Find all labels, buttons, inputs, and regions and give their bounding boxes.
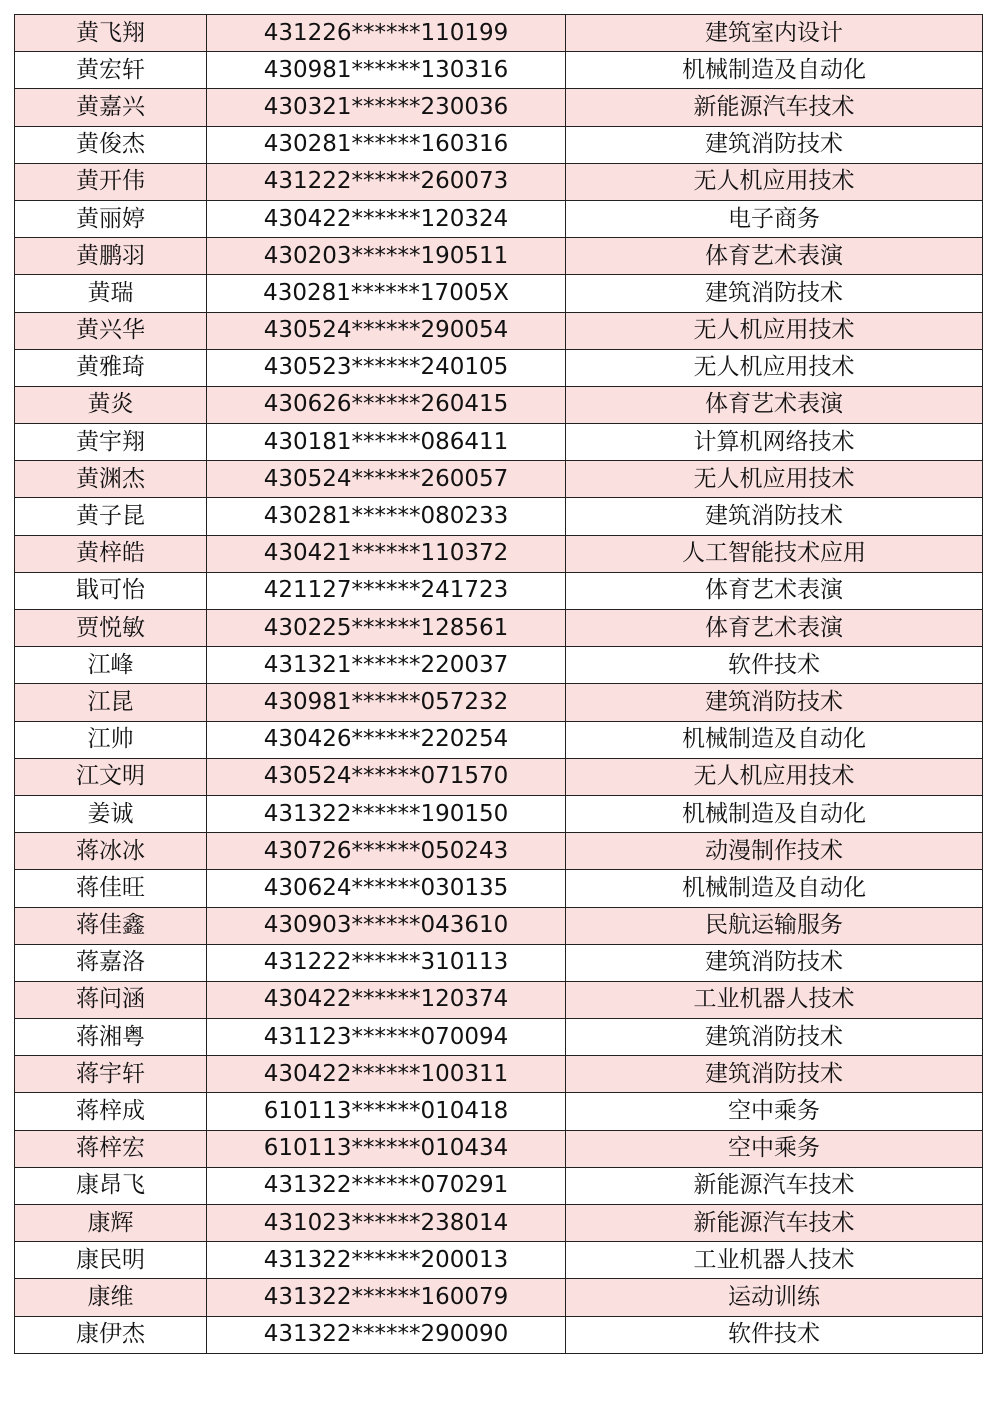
id-number-cell: 421127******241723: [207, 572, 566, 609]
student-name-cell: 黄飞翔: [15, 15, 207, 52]
major-cell: 无人机应用技术: [566, 349, 983, 386]
major-cell: 体育艺术表演: [566, 572, 983, 609]
major-cell: 无人机应用技术: [566, 758, 983, 795]
major-cell: 空中乘务: [566, 1093, 983, 1130]
id-number-cell: 431222******310113: [207, 944, 566, 981]
student-name-cell: 康伊杰: [15, 1316, 207, 1353]
id-number-cell: 431222******260073: [207, 163, 566, 200]
table-row: [15, 795, 983, 832]
table-row: [15, 1056, 983, 1093]
table-row: [15, 1167, 983, 1204]
id-number-cell: 430321******230036: [207, 89, 566, 126]
student-name-cell: 黄瑞: [15, 275, 207, 312]
id-number-cell: 430422******120374: [207, 981, 566, 1018]
major-cell: 体育艺术表演: [566, 610, 983, 647]
table-row: [15, 1205, 983, 1242]
major-cell: 体育艺术表演: [566, 386, 983, 423]
id-number-cell: 430421******110372: [207, 535, 566, 572]
major-cell: 建筑消防技术: [566, 275, 983, 312]
student-name-cell: 黄丽婷: [15, 200, 207, 237]
id-number-cell: 610113******010418: [207, 1093, 566, 1130]
id-number-cell: 430422******100311: [207, 1056, 566, 1093]
table-row: [15, 758, 983, 795]
major-cell: 软件技术: [566, 647, 983, 684]
table-row: [15, 349, 983, 386]
major-cell: 建筑消防技术: [566, 498, 983, 535]
major-cell: 无人机应用技术: [566, 312, 983, 349]
table-row: [15, 833, 983, 870]
id-number-cell: 430281******080233: [207, 498, 566, 535]
table-row: [15, 15, 983, 52]
student-name-cell: 黄开伟: [15, 163, 207, 200]
id-number-cell: 430524******290054: [207, 312, 566, 349]
major-cell: 动漫制作技术: [566, 833, 983, 870]
id-number-cell: 430524******071570: [207, 758, 566, 795]
table-row: [15, 1242, 983, 1279]
id-number-cell: 430624******030135: [207, 870, 566, 907]
student-roster-table: [14, 14, 983, 1354]
student-name-cell: 黄梓皓: [15, 535, 207, 572]
student-name-cell: 康维: [15, 1279, 207, 1316]
table-row: [15, 907, 983, 944]
id-number-cell: 430626******260415: [207, 386, 566, 423]
student-name-cell: 黄鹏羽: [15, 238, 207, 275]
id-number-cell: 431322******160079: [207, 1279, 566, 1316]
id-number-cell: 431226******110199: [207, 15, 566, 52]
id-number-cell: 430225******128561: [207, 610, 566, 647]
id-number-cell: 431322******200013: [207, 1242, 566, 1279]
id-number-cell: 431023******238014: [207, 1205, 566, 1242]
student-name-cell: 姜诚: [15, 795, 207, 832]
id-number-cell: 431123******070094: [207, 1019, 566, 1056]
table-row: [15, 498, 983, 535]
major-cell: 空中乘务: [566, 1130, 983, 1167]
table-row: [15, 870, 983, 907]
major-cell: 建筑消防技术: [566, 126, 983, 163]
table-row: [15, 1093, 983, 1130]
id-number-cell: 431322******190150: [207, 795, 566, 832]
student-name-cell: 江帅: [15, 721, 207, 758]
student-name-cell: 蒋嘉洛: [15, 944, 207, 981]
student-name-cell: 戢可怡: [15, 572, 207, 609]
student-name-cell: 蒋梓成: [15, 1093, 207, 1130]
major-cell: 建筑消防技术: [566, 944, 983, 981]
id-number-cell: 430726******050243: [207, 833, 566, 870]
student-name-cell: 黄宏轩: [15, 52, 207, 89]
table-row: [15, 1279, 983, 1316]
student-name-cell: 贾悦敏: [15, 610, 207, 647]
table-row: [15, 572, 983, 609]
id-number-cell: 430281******160316: [207, 126, 566, 163]
id-number-cell: 430981******057232: [207, 684, 566, 721]
student-name-cell: 蒋宇轩: [15, 1056, 207, 1093]
major-cell: 新能源汽车技术: [566, 1205, 983, 1242]
major-cell: 机械制造及自动化: [566, 721, 983, 758]
id-number-cell: 430181******086411: [207, 424, 566, 461]
student-name-cell: 蒋佳鑫: [15, 907, 207, 944]
student-name-cell: 江昆: [15, 684, 207, 721]
major-cell: 机械制造及自动化: [566, 795, 983, 832]
id-number-cell: 431321******220037: [207, 647, 566, 684]
table-row: [15, 126, 983, 163]
id-number-cell: 431322******070291: [207, 1167, 566, 1204]
id-number-cell: 430281******17005X: [207, 275, 566, 312]
student-name-cell: 蒋冰冰: [15, 833, 207, 870]
major-cell: 体育艺术表演: [566, 238, 983, 275]
major-cell: 建筑消防技术: [566, 1056, 983, 1093]
roster-body: [15, 15, 983, 1354]
student-name-cell: 黄渊杰: [15, 461, 207, 498]
student-name-cell: 康昂飞: [15, 1167, 207, 1204]
major-cell: 建筑消防技术: [566, 684, 983, 721]
table-row: [15, 200, 983, 237]
table-row: [15, 610, 983, 647]
major-cell: 民航运输服务: [566, 907, 983, 944]
table-row: [15, 1130, 983, 1167]
student-name-cell: 黄炎: [15, 386, 207, 423]
table-row: [15, 684, 983, 721]
student-name-cell: 黄子昆: [15, 498, 207, 535]
major-cell: 新能源汽车技术: [566, 89, 983, 126]
table-row: [15, 52, 983, 89]
table-row: [15, 238, 983, 275]
id-number-cell: 430422******120324: [207, 200, 566, 237]
student-name-cell: 康辉: [15, 1205, 207, 1242]
student-name-cell: 蒋问涵: [15, 981, 207, 1018]
table-row: [15, 944, 983, 981]
student-name-cell: 江峰: [15, 647, 207, 684]
major-cell: 运动训练: [566, 1279, 983, 1316]
student-name-cell: 蒋湘粤: [15, 1019, 207, 1056]
major-cell: 人工智能技术应用: [566, 535, 983, 572]
major-cell: 计算机网络技术: [566, 424, 983, 461]
student-name-cell: 蒋梓宏: [15, 1130, 207, 1167]
student-name-cell: 黄俊杰: [15, 126, 207, 163]
id-number-cell: 430523******240105: [207, 349, 566, 386]
student-name-cell: 黄兴华: [15, 312, 207, 349]
id-number-cell: 430203******190511: [207, 238, 566, 275]
major-cell: 无人机应用技术: [566, 461, 983, 498]
student-name-cell: 黄宇翔: [15, 424, 207, 461]
student-name-cell: 江文明: [15, 758, 207, 795]
table-row: [15, 1019, 983, 1056]
table-row: [15, 461, 983, 498]
major-cell: 工业机器人技术: [566, 981, 983, 1018]
major-cell: 机械制造及自动化: [566, 870, 983, 907]
id-number-cell: 430524******260057: [207, 461, 566, 498]
table-row: [15, 386, 983, 423]
student-name-cell: 康民明: [15, 1242, 207, 1279]
major-cell: 建筑室内设计: [566, 15, 983, 52]
table-row: [15, 424, 983, 461]
major-cell: 软件技术: [566, 1316, 983, 1353]
major-cell: 机械制造及自动化: [566, 52, 983, 89]
table-row: [15, 721, 983, 758]
student-name-cell: 蒋佳旺: [15, 870, 207, 907]
id-number-cell: 431322******290090: [207, 1316, 566, 1353]
id-number-cell: 610113******010434: [207, 1130, 566, 1167]
major-cell: 电子商务: [566, 200, 983, 237]
table-row: [15, 163, 983, 200]
id-number-cell: 430981******130316: [207, 52, 566, 89]
id-number-cell: 430426******220254: [207, 721, 566, 758]
table-row: [15, 312, 983, 349]
table-row: [15, 981, 983, 1018]
table-row: [15, 89, 983, 126]
table-row: [15, 647, 983, 684]
table-row: [15, 1316, 983, 1353]
id-number-cell: 430903******043610: [207, 907, 566, 944]
major-cell: 建筑消防技术: [566, 1019, 983, 1056]
table-row: [15, 275, 983, 312]
major-cell: 无人机应用技术: [566, 163, 983, 200]
student-name-cell: 黄雅琦: [15, 349, 207, 386]
major-cell: 新能源汽车技术: [566, 1167, 983, 1204]
major-cell: 工业机器人技术: [566, 1242, 983, 1279]
table-row: [15, 535, 983, 572]
student-name-cell: 黄嘉兴: [15, 89, 207, 126]
